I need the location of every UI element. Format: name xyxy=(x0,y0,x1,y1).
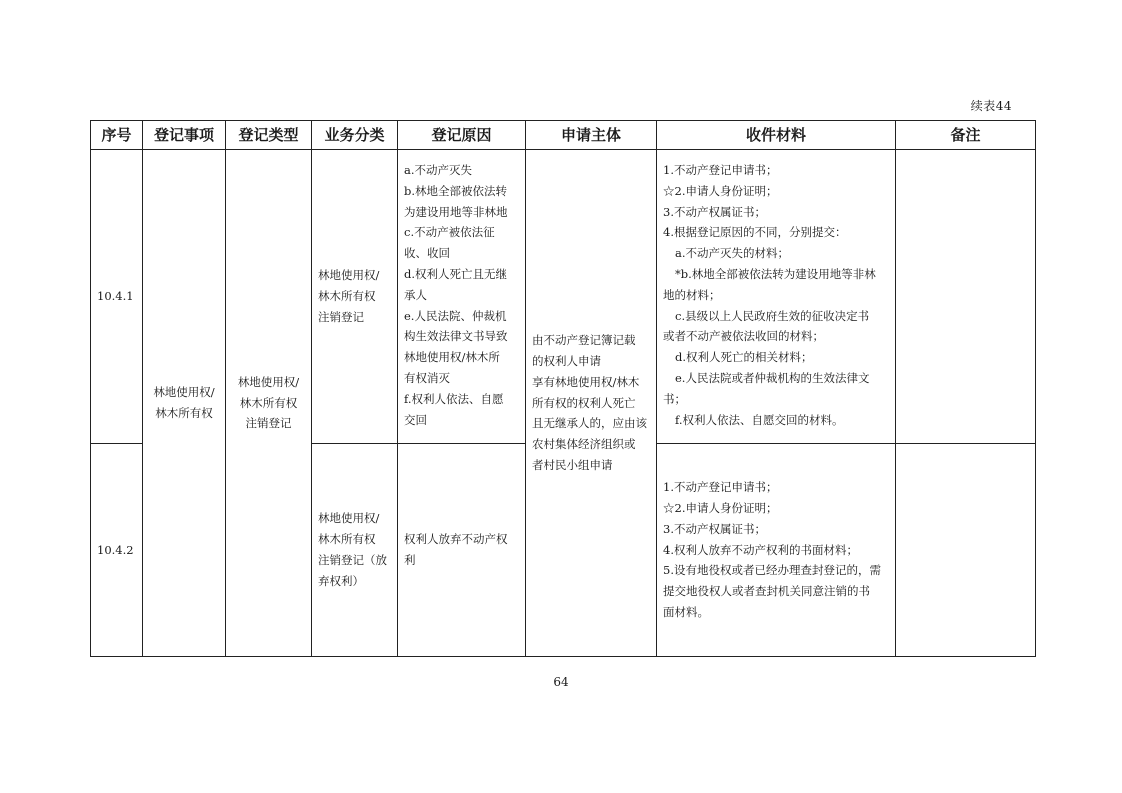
reason-line: 利 xyxy=(404,553,416,567)
reason-line: 权利人放弃不动产权 xyxy=(404,532,508,547)
table-continuation-caption: 续表44 xyxy=(970,99,1012,113)
applicant-line: 由不动产登记簿记载 xyxy=(532,333,636,348)
business-cell xyxy=(312,444,398,657)
business-line: 弃权利） xyxy=(318,573,364,588)
reason-line: 有权消灭 xyxy=(404,370,450,385)
material-line: 书； xyxy=(663,391,686,406)
header-business: 业务分类 xyxy=(312,121,398,150)
material-line: f.权利人依法、自愿交回的材料。 xyxy=(675,412,844,427)
applicant-line: 者村民小组申请 xyxy=(532,457,613,472)
material-line: d.权利人死亡的相关材料； xyxy=(675,350,813,365)
item-line: 林地使用权/ xyxy=(153,385,215,400)
material-line: *b.林地全部被依法转为建设用地等非林 xyxy=(675,266,876,281)
materials-cell xyxy=(657,444,896,657)
header-remark: 备注 xyxy=(896,121,1036,150)
applicant-cell xyxy=(526,150,657,657)
header-item: 登记事项 xyxy=(143,121,226,150)
material-line: 1.不动产登记申请书； xyxy=(663,480,778,495)
business-line: 林地使用权/ xyxy=(318,268,380,283)
applicant-line: 且无继承人的，应由该 xyxy=(532,416,647,431)
material-line: a.不动产灭失的材料； xyxy=(675,246,790,261)
seq-cell: 10.4.2 xyxy=(91,444,143,657)
reason-line: f.权利人依法、自愿 xyxy=(404,391,504,406)
material-line: 3.不动产权属证书； xyxy=(663,521,766,536)
type-line: 林地使用权/ xyxy=(237,374,300,389)
item-cell xyxy=(143,150,226,657)
material-line: 5.设有地役权或者已经办理查封登记的，需 xyxy=(663,563,881,578)
reason-line: 林地使用权/林木所 xyxy=(404,350,500,365)
material-line: 3.不动产权属证书； xyxy=(663,204,766,219)
material-line: ☆2.申请人身份证明； xyxy=(663,183,778,198)
table-row xyxy=(91,150,1036,444)
reason-line: 为建设用地等非林地 xyxy=(404,204,508,219)
material-line: 4.根据登记原因的不同，分别提交： xyxy=(663,225,847,240)
page-number: 64 xyxy=(553,675,569,689)
material-line: 1.不动产登记申请书； xyxy=(663,163,778,177)
material-line: ☆2.申请人身份证明； xyxy=(663,501,778,515)
material-line: 面材料。 xyxy=(663,604,709,619)
business-line: 注销登记（放 xyxy=(318,553,387,567)
reason-line: d.权利人死亡且无继 xyxy=(404,266,508,281)
reason-line: b.林地全部被依法转 xyxy=(404,183,508,198)
applicant-line: 农村集体经济组织或 xyxy=(532,437,636,452)
reason-cell xyxy=(398,444,526,657)
business-cell xyxy=(312,150,398,444)
material-line: 或者不动产被依法收回的材料； xyxy=(663,329,824,344)
remark-cell xyxy=(896,444,1036,657)
business-line: 林木所有权 xyxy=(318,289,376,304)
seq-cell: 10.4.1 xyxy=(91,150,143,444)
material-line: 地的材料； xyxy=(663,287,721,302)
remark-cell xyxy=(896,150,1036,444)
business-line: 林地使用权/ xyxy=(318,511,380,526)
business-line: 注销登记 xyxy=(318,309,364,324)
business-line: 林木所有权 xyxy=(318,532,376,547)
applicant-line: 的权利人申请 xyxy=(532,354,601,368)
material-line: 提交地役权人或者查封机关同意注销的书 xyxy=(663,584,870,599)
item-line: 林木所有权 xyxy=(155,406,213,420)
header-seq: 序号 xyxy=(91,121,143,150)
reason-line: 承人 xyxy=(404,287,427,302)
applicant-line: 享有林地使用权/林木 xyxy=(532,374,640,389)
reason-line: 交回 xyxy=(404,412,427,427)
material-line: c.县级以上人民政府生效的征收决定书 xyxy=(675,308,870,323)
reason-line: 构生效法律文书导致 xyxy=(404,329,508,344)
reason-cell xyxy=(398,150,526,444)
reason-line: a.不动产灭失 xyxy=(404,163,473,177)
type-line: 林木所有权 xyxy=(239,395,298,410)
reason-line: c.不动产被依法征 xyxy=(404,225,495,240)
header-row xyxy=(91,121,1036,150)
material-line: e.人民法院或者仲裁机构的生效法律文 xyxy=(675,370,870,385)
header-applicant: 申请主体 xyxy=(526,121,657,150)
applicant-line: 所有权的权利人死亡 xyxy=(532,395,636,410)
type-line: 注销登记 xyxy=(245,416,292,431)
reason-line: 收、收回 xyxy=(404,246,450,261)
header-materials: 收件材料 xyxy=(657,121,896,150)
material-line: 4.权利人放弃不动产权利的书面材料； xyxy=(663,542,858,557)
materials-cell xyxy=(657,150,896,444)
registration-table xyxy=(90,120,1036,657)
type-cell xyxy=(226,150,312,657)
header-type: 登记类型 xyxy=(226,121,312,150)
header-reason: 登记原因 xyxy=(398,121,526,150)
reason-line: e.人民法院、仲裁机 xyxy=(404,308,507,323)
